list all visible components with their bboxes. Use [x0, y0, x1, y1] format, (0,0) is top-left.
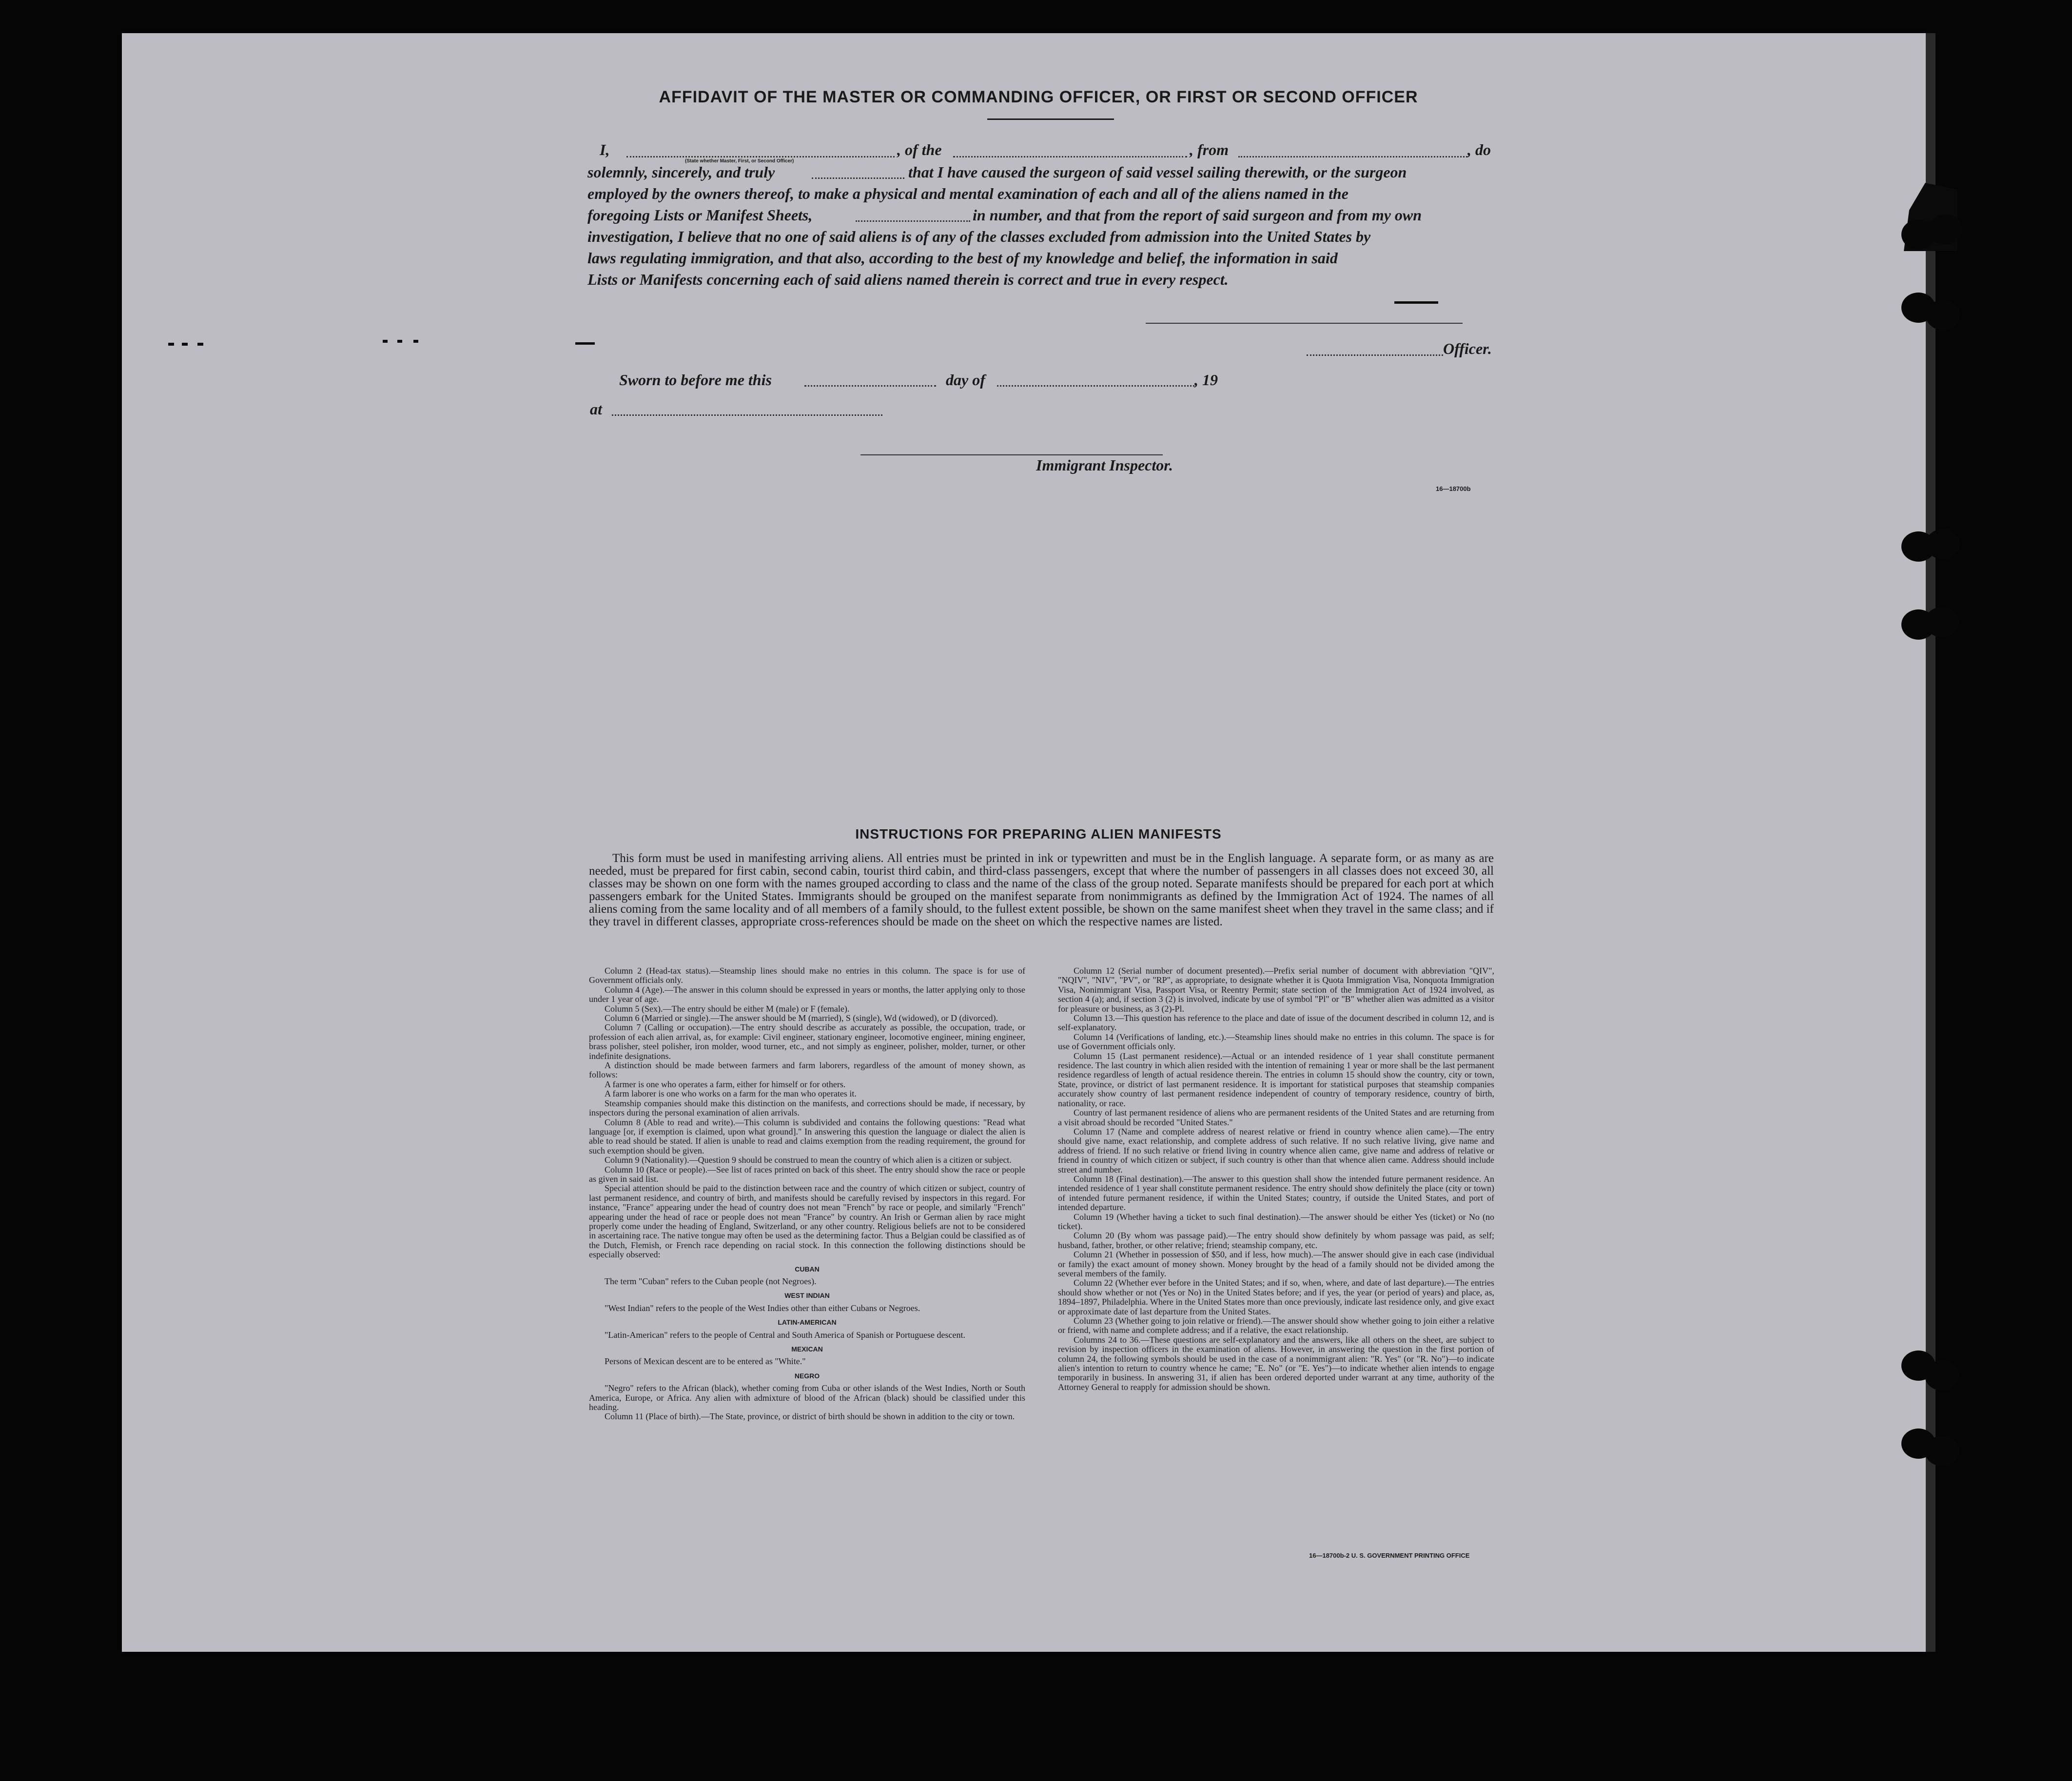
- affidavit-line2-end: that I have caused the surgeon of said vessel sailing therewith, or the surgeon: [908, 163, 1407, 181]
- instruction-paragraph: Column 4 (Age).—The answer in this column should be expressed in years or months, the latter applying only to those under 1 year of age.: [589, 984, 1025, 1004]
- signature-line: [1146, 323, 1463, 324]
- inspector-label: Immigrant Inspector.: [1036, 456, 1173, 474]
- instruction-paragraph: Column 5 (Sex).—The entry should be either M (male) or F (female).: [605, 1003, 850, 1014]
- punch-hole: [1926, 300, 1960, 330]
- port-line: [1238, 156, 1467, 157]
- sheet-count-line: [856, 220, 970, 222]
- instruction-paragraph: A farmer is one who operates a farm, either for himself or for others.: [605, 1079, 846, 1089]
- instruction-paragraph: Column 13.—This question has reference to the place and date of issue of the document described in column 12, and is self-explanatory.: [1058, 1013, 1494, 1033]
- instructions-intro: This form must be used in manifesting arriving aliens. All entries must be printed in ink or typewritten and must be in the English language. A separate form, or as many as are needed, must be prepared for first cabin, second cabin, tourist third cabin, and third-class passengers, except that where the number of passengers in all classes does not exceed 30, all classes may be shown on one form with the names grouped according to class and the name of the class of the group noted. Separate manifests should be prepared for each port at which passengers embark for the United States. Immigrants should be grouped on the manifest separate from nonimmigrants as defined by the Immigration Act of 1924. The names of all aliens coming from the same locality and of all members of a family should, to the fullest extent possible, be shown on the same manifest sheet when they travel in the same class; and if they travel in different classes, appropriate cross-references should be made on the sheet on which the respective names are listed.: [589, 852, 1494, 928]
- instruction-paragraph: Column 21 (Whether in possession of $50, and if less, how much).—The answer should give in each case (individual or family) the exact amount of money shown. Money brought by the head of a family should not be divided among the several members of the family.: [1058, 1250, 1494, 1278]
- at-text: at: [590, 400, 602, 418]
- race-heading: MEXICAN: [791, 1345, 823, 1353]
- instructions-title: INSTRUCTIONS FOR PREPARING ALIEN MANIFESTS: [855, 826, 1222, 842]
- race-definition: "Negro" refers to the African (black), whether coming from Cuba or other islands of the West Indies, North or South America, Europe, or Africa. Any alien with admixture of blood of the African (black) should be classified under this heading.: [589, 1383, 1025, 1412]
- year-text: , 19: [1194, 371, 1218, 389]
- affidavit-i: I,: [600, 141, 610, 158]
- instruction-paragraph: Column 9 (Nationality).—Question 9 should be construed to mean the country of which alien is a citizen or subject.: [605, 1155, 1012, 1165]
- instructions-left-column: [589, 966, 1025, 1422]
- sworn-place-line: [612, 414, 882, 416]
- race-definition: "West Indian" refers to the people of the West Indies other than either Cubans or Negroes.: [605, 1303, 920, 1313]
- form-number: 16—18700b: [1436, 485, 1471, 492]
- instruction-paragraph: Special attention should be paid to the distinction between race and the country of which citizen or subject, country of last permanent residence, and country of birth, and manifests should be carefully revised by inspectors in this regard. For instance, "France" appearing under the head of country does not mean "French" by race or people, and similarly "French" appearing under the head of race or people does not mean "France" by country. An Irish or German alien by race might properly come under the heading of England, Switzerland, or any other country. Religious beliefs are not to be considered in ascertaining race. The native tongue may often be used as the determining factor. Thus a Belgian could be classified as of the Dutch, Flemish, or French race depending on racial stock. In this connection the following distinctions should be especially observed:: [589, 1183, 1025, 1260]
- instruction-paragraph: Column 18 (Final destination).—The answer to this question shall show the intended future permanent residence. An intended residence of 1 year shall constitute permanent residence. The entry should show definitely the place (city or town) of intended future permanent residence, if within the United States; country, if outside the United States, and port of intended departure.: [1058, 1174, 1494, 1213]
- affidavit-line4-start: foregoing Lists or Manifest Sheets,: [587, 206, 813, 224]
- punch-hole: [1928, 215, 1962, 245]
- swear-line: [812, 177, 904, 179]
- race-heading: WEST INDIAN: [784, 1292, 830, 1300]
- instruction-paragraph: Column 6 (Married or single).—The answer should be M (married), S (single), Wd (widowed), or D (divorced).: [605, 1013, 998, 1023]
- instruction-paragraph: Column 15 (Last permanent residence).—Actual or an intended residence of 1 year shall constitute permanent residence. The last country in which alien resided with the intention of remaining 1 year or more shall be the last permanent residence regardless of length of actual residence therein. The entries in column 15 should show the country, city or town, State, province, or district of last permanent residence. It is important for statistical purposes that steamship companies accurately show country of last permanent residence independent of country of temporary residence, country of birth, nationality, or race.: [1058, 1051, 1494, 1108]
- instruction-paragraph: Column 11 (Place of birth).—The State, province, or district of birth should be shown in addition to the city or town.: [605, 1411, 1015, 1422]
- affidavit-of-the: , of the: [897, 141, 942, 158]
- instruction-paragraph: Columns 24 to 36.—These questions are self-explanatory and the answers, like all others on the sheet, are subject to revision by inspection officers in the examination of aliens. However, in answering the question in the first portion of column 24, the following symbols should be used in the case of a nonimmigrant alien: "R. Yes" (or "R. No")—to indicate alien's intention to return to country whence he came; "E. No" (or "E. Yes")—to indicate whether alien intends to engage temporarily in business. In answering 31, if alien has been ordered deported under warrant at any time, authority of the Attorney General to reapply for admission should be shown.: [1058, 1334, 1494, 1392]
- day-of-text: day of: [946, 371, 985, 389]
- race-definition: The term "Cuban" refers to the Cuban people (not Negroes).: [605, 1276, 817, 1286]
- affidavit-do: , do: [1467, 141, 1491, 158]
- punch-hole: [1925, 1360, 1959, 1390]
- instruction-paragraph: Column 20 (By whom was passage paid).—The entry should show definitely by whom passage was paid, as self; husband, father, brother, or other relative; friend; steamship company, etc.: [1058, 1231, 1494, 1250]
- race-heading: CUBAN: [795, 1265, 820, 1273]
- affidavit-line2-start: solemnly, sincerely, and truly: [587, 163, 775, 181]
- affidavit-from: , from: [1190, 141, 1229, 158]
- affidavit-line3: employed by the owners thereof, to make a physical and mental examination of each and all of the aliens named in the: [587, 185, 1349, 202]
- officer-signature-line: [1307, 354, 1443, 356]
- race-heading: LATIN-AMERICAN: [778, 1318, 837, 1327]
- vessel-name-line: [953, 156, 1187, 157]
- race-definition: "Latin-American" refers to the people of Central and South America of Spanish or Portuguese descent.: [605, 1330, 965, 1340]
- ink-mark: [197, 343, 203, 346]
- instructions-right-column: [1058, 966, 1494, 1392]
- instruction-paragraph: Country of last permanent residence of aliens who are permanent residents of the United States and are returning from a visit abroad should be recorded "United States.": [1058, 1108, 1494, 1127]
- printing-office-footer: 16—18700b-2 U. S. GOVERNMENT PRINTING OFFICE: [1309, 1552, 1470, 1559]
- ink-mark: [397, 340, 402, 343]
- affidavit-line5: investigation, I believe that no one of said aliens is of any of the classes excluded from admission into the United States by: [587, 228, 1371, 245]
- instruction-paragraph: Steamship companies should make this distinction on the manifests, and corrections should be made, if necessary, by inspectors during the personal examination of alien arrivals.: [589, 1098, 1025, 1118]
- sworn-text: Sworn to before me this: [619, 371, 772, 389]
- sworn-month-line: [997, 385, 1194, 387]
- instruction-paragraph: Column 10 (Race or people).—See list of races printed on back of this sheet. The entry should show the race or people as given in said list.: [589, 1164, 1025, 1184]
- instruction-paragraph: Column 17 (Name and complete address of nearest relative or friend in country whence alien came).—The entry should give name, exact relationship, and complete address of such relative. If no such relative living, give name and address of friend. If no such relative or friend living in country whence alien came, give name and address of relative or friend in country of which citizen or subject, if such country is other than that whence alien came. Address should include street and number.: [1058, 1126, 1494, 1174]
- race-definition: Persons of Mexican descent are to be entered as "White.": [605, 1356, 806, 1367]
- affidavit-line6: laws regulating immigration, and that also, according to the best of my knowledge and belief, the information in said: [587, 249, 1338, 267]
- punch-hole: [1925, 607, 1959, 637]
- punch-hole: [1925, 1436, 1959, 1466]
- instruction-paragraph: Column 22 (Whether ever before in the United States; and if so, when, where, and date of last departure).—The entries should show whether or not (Yes or No) in the United States before; and if yes, the year (or period of years) and place, as, 1894–1897, Philadelphia. Where in the United States more than once previously, indicate last residence only, and give exact or approximate date of last departure from the United States.: [1058, 1278, 1494, 1316]
- ink-mark: [182, 343, 188, 346]
- officer-rank-caption: (State whether Master, First, or Second Officer): [685, 158, 794, 164]
- instruction-paragraph: Column 2 (Head-tax status).—Steamship lines should make no entries in this column. The space is for use of Government officials only.: [589, 966, 1025, 985]
- ink-mark: [413, 340, 418, 343]
- instruction-paragraph: Column 12 (Serial number of document presented).—Prefix serial number of document with abbreviation "QIV", "NQIV", "NIV", "PV", or "RP", as appropriate, to designate whether it is Quota Immigration Visa, Nonquota Immigration Visa, Nonimmigrant Visa, Passport Visa, or Reentry Permit; state section of the Immigration Act of 1924 involved, as section 4 (a); and, if section 3 (2) is involved, indicate by use of symbol "Pl" or "B" whether alien was admitted as a visitor for pleasure or business, as 3 (2)-Pl.: [1058, 966, 1494, 1014]
- instruction-paragraph: A farm laborer is one who works on a farm for the man who operates it.: [605, 1089, 857, 1099]
- ink-mark: [1394, 301, 1438, 304]
- officer-rank-line: [626, 156, 895, 157]
- sworn-day-line: [804, 385, 936, 387]
- affidavit-line4-end: in number, and that from the report of said surgeon and from my own: [973, 206, 1422, 224]
- sheet-edge: [1926, 33, 1935, 1652]
- title-rule: [987, 118, 1114, 120]
- instruction-paragraph: Column 14 (Verifications of landing, etc.).—Steamship lines should make no entries in this column. The space is for use of Government officials only.: [1058, 1032, 1494, 1052]
- instruction-paragraph: Column 19 (Whether having a ticket to such final destination).—The answer should be either Yes (ticket) or No (no ticket).: [1058, 1212, 1494, 1231]
- punch-hole: [1926, 529, 1960, 559]
- ink-mark: [575, 342, 595, 345]
- affidavit-title: AFFIDAVIT OF THE MASTER OR COMMANDING OFFICER, OR FIRST OR SECOND OFFICER: [659, 88, 1418, 106]
- instruction-paragraph: A distinction should be made between farmers and farm laborers, regardless of the amount of money shown, as follows:: [589, 1060, 1025, 1080]
- instruction-paragraph: Column 23 (Whether going to join relative or friend).—The answer should show whether going to join either a relative or friend, with name and complete address; and if a relative, the exact relationship.: [1058, 1316, 1494, 1335]
- ink-mark: [168, 343, 174, 346]
- race-heading: NEGRO: [794, 1371, 820, 1380]
- instruction-paragraph: Column 8 (Able to read and write).—This column is subdivided and contains the following questions: "Read what language [or, if exemption is claimed, upon what ground]." In answering this question the language or dialect the alien is able to read should be stated. If alien is unable to read and claims exemption from the reading requirement, the ground for such exemption should be given.: [589, 1117, 1025, 1155]
- affidavit-line7: Lists or Manifests concerning each of said aliens named therein is correct and true in every respect.: [587, 271, 1229, 288]
- ink-mark: [383, 340, 388, 343]
- officer-label: Officer.: [1443, 340, 1492, 357]
- instruction-paragraph: Column 7 (Calling or occupation).—The entry should describe as accurately as possible, the occupation, trade, or profession of each alien arrival, as, for example: Civil engineer, stationary engineer, locomotive engineer, mining engineer, brass polisher, steel polisher, iron molder, wood turner, etc., and not simply as engineer, polisher, molder, turner, or other indefinite designations.: [589, 1022, 1025, 1061]
